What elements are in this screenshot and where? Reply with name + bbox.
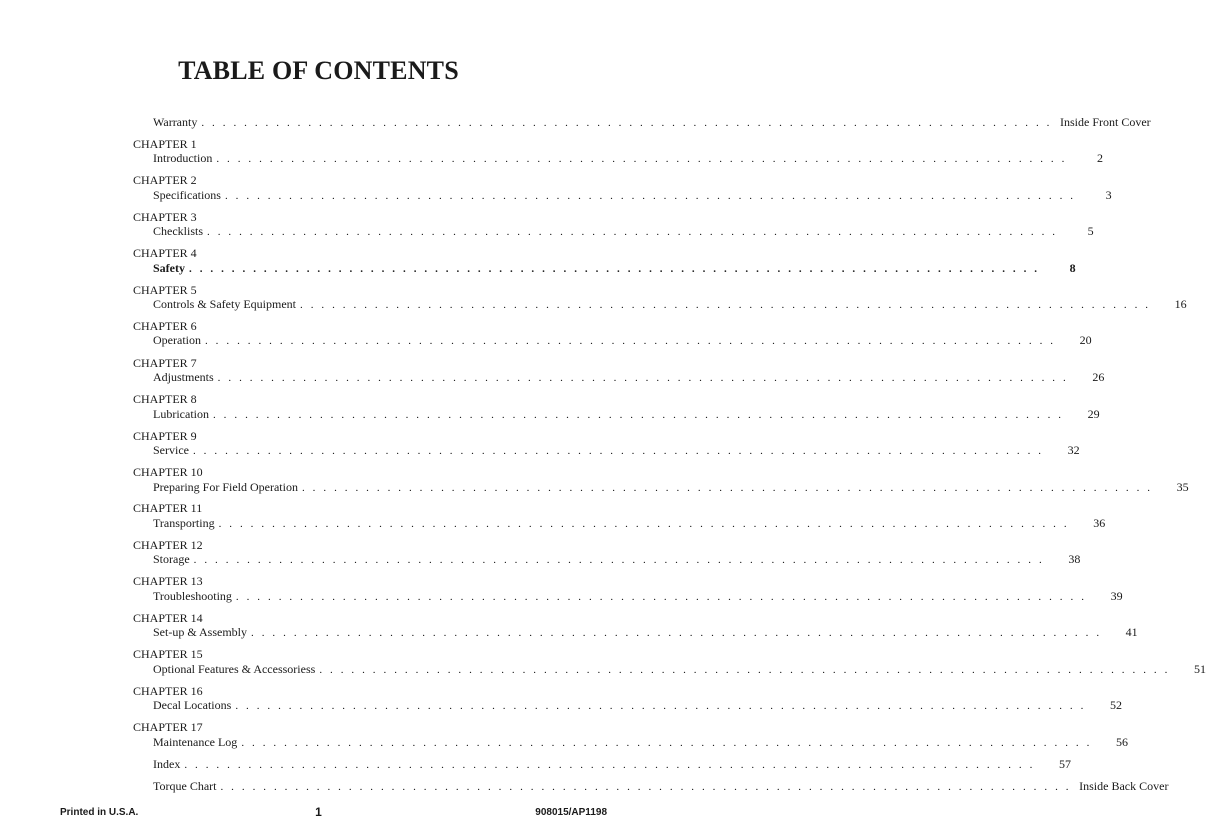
chapter-heading: CHAPTER 12: [133, 538, 203, 552]
toc-entry-label: Lubrication: [153, 407, 209, 421]
toc-entry[interactable]: [153, 333, 1092, 347]
dot-leader: . . . . . . . . . . . . . . . . . . . . . . . . . . . . . . . . . . . . . . . . . . . . . . . . . . . . . . . . . . . . . . . . . . . . . . . . . . . . . . . .: [220, 781, 1072, 793]
chapter-heading: CHAPTER 16: [133, 684, 203, 698]
toc-entry[interactable]: [153, 151, 1103, 165]
page-title: TABLE OF CONTENTS: [178, 56, 459, 85]
toc-entry-label: Storage: [153, 552, 190, 566]
dot-leader: . . . . . . . . . . . . . . . . . . . . . . . . . . . . . . . . . . . . . . . . . . . . . . . . . . . . . . . . . . . . . . . . . . . . . . . . . . . . . . . .: [235, 700, 1086, 712]
toc-entry-page: 5: [1087, 224, 1094, 238]
toc-entry-page: 8: [1069, 261, 1076, 275]
dot-leader: . . . . . . . . . . . . . . . . . . . . . . . . . . . . . . . . . . . . . . . . . . . . . . . . . . . . . . . . . . . . . . . . . . . . . . . . . . . . . . . .: [204, 335, 1056, 347]
toc-entry-page: 51: [1193, 662, 1206, 676]
dot-leader: . . . . . . . . . . . . . . . . . . . . . . . . . . . . . . . . . . . . . . . . . . . . . . . . . . . . . . . . . . . . . . . . . . . . . . . . . . . . . . . .: [184, 759, 1035, 771]
toc-entry-page: Inside Back Cover: [1079, 779, 1169, 793]
toc-entry-page: Inside Front Cover: [1060, 115, 1151, 129]
toc-entry-page: 35: [1176, 480, 1189, 494]
chapter-heading: CHAPTER 1: [133, 137, 197, 151]
toc-entry-page: 36: [1093, 516, 1106, 530]
toc-entry-page: 16: [1174, 297, 1187, 311]
chapter-heading: CHAPTER 11: [133, 501, 203, 515]
chapter-heading: CHAPTER 13: [133, 574, 203, 588]
toc-entry-label: Preparing For Field Operation: [153, 480, 298, 494]
dot-leader: . . . . . . . . . . . . . . . . . . . . . . . . . . . . . . . . . . . . . . . . . . . . . . . . . . . . . . . . . . . . . . . . . . . . . . . . . . . . . . . .: [212, 409, 1064, 421]
toc-entry-warranty[interactable]: [153, 115, 1151, 129]
toc-entry-label: Safety: [153, 261, 185, 275]
toc-entry-page: 29: [1087, 407, 1100, 421]
chapter-heading: CHAPTER 7: [133, 356, 197, 370]
chapter-heading: CHAPTER 10: [133, 465, 203, 479]
toc-entry[interactable]: [153, 552, 1081, 566]
chapter-heading: CHAPTER 14: [133, 611, 203, 625]
chapter-heading: CHAPTER 4: [133, 246, 197, 260]
toc-entry-page: 56: [1115, 735, 1128, 749]
toc-entry-torque-chart[interactable]: [153, 779, 1169, 793]
toc-entry-label: Set-up & Assembly: [153, 625, 248, 639]
toc-entry-label: Troubleshooting: [153, 589, 232, 603]
toc-entry-label: Maintenance Log: [153, 735, 238, 749]
toc-entry[interactable]: [153, 188, 1112, 202]
toc-entry-page: 3: [1105, 188, 1112, 202]
chapter-heading: CHAPTER 6: [133, 319, 197, 333]
toc-entry-label: Specifications: [153, 188, 221, 202]
toc-entry[interactable]: [153, 224, 1094, 238]
dot-leader: . . . . . . . . . . . . . . . . . . . . . . . . . . . . . . . . . . . . . . . . . . . . . . . . . . . . . . . . . . . . . . . . . . . . . . . . . . . . . . . .: [301, 482, 1153, 494]
toc-entry[interactable]: [153, 589, 1123, 603]
toc-entry-label: Index: [153, 757, 181, 771]
toc-entry[interactable]: [153, 516, 1106, 530]
toc-entry-page: 2: [1096, 151, 1103, 165]
toc-entry[interactable]: [153, 370, 1105, 384]
toc-entry-label: Decal Locations: [153, 698, 232, 712]
dot-leader: . . . . . . . . . . . . . . . . . . . . . . . . . . . . . . . . . . . . . . . . . . . . . . . . . . . . . . . . . . . . . . . . . . . . . . . . . . . . . . . .: [192, 445, 1044, 457]
footer-page-number: 1: [315, 805, 322, 819]
toc-entry[interactable]: [153, 261, 1076, 275]
dot-leader: . . . . . . . . . . . . . . . . . . . . . . . . . . . . . . . . . . . . . . . . . . . . . . . . . . . . . . . . . . . . . . . . . . . . . . . . . . . . . . . .: [241, 737, 1092, 749]
toc-entry-label: Adjustments: [153, 370, 214, 384]
toc-entry-label: Warranty: [153, 115, 198, 129]
toc-entry-label: Torque Chart: [153, 779, 217, 793]
toc-entry-label: Service: [153, 443, 189, 457]
toc-entry[interactable]: [153, 297, 1187, 311]
toc-entry-label: Optional Features & Accessoriess: [153, 662, 316, 676]
toc-entry-label: Operation: [153, 333, 201, 347]
toc-entry-page: 41: [1125, 625, 1138, 639]
dot-leader: . . . . . . . . . . . . . . . . . . . . . . . . . . . . . . . . . . . . . . . . . . . . . . . . . . . . . . . . . . . . . . . . . . . . . . . . . . . . . . . .: [189, 263, 1040, 275]
dot-leader: . . . . . . . . . . . . . . . . . . . . . . . . . . . . . . . . . . . . . . . . . . . . . . . . . . . . . . . . . . . . . . . . . . . . . . . . . . . . . . . .: [201, 117, 1052, 129]
toc-entry-page: 32: [1067, 443, 1080, 457]
toc-entry[interactable]: [153, 407, 1100, 421]
toc-entry[interactable]: [153, 625, 1138, 639]
dot-leader: . . . . . . . . . . . . . . . . . . . . . . . . . . . . . . . . . . . . . . . . . . . . . . . . . . . . . . . . . . . . . . . . . . . . . . . . . . . . . . . .: [207, 226, 1058, 238]
toc-entry[interactable]: [153, 480, 1189, 494]
footer-printed: Printed in U.S.A.: [60, 807, 139, 818]
dot-leader: . . . . . . . . . . . . . . . . . . . . . . . . . . . . . . . . . . . . . . . . . . . . . . . . . . . . . . . . . . . . . . . . . . . . . . . . . . . . . . . .: [218, 518, 1070, 530]
toc-entry[interactable]: [153, 662, 1206, 676]
toc-entry-page: 57: [1058, 757, 1071, 771]
toc-entry-page: 26: [1092, 370, 1105, 384]
dot-leader: . . . . . . . . . . . . . . . . . . . . . . . . . . . . . . . . . . . . . . . . . . . . . . . . . . . . . . . . . . . . . . . . . . . . . . . . . . . . . . . .: [224, 190, 1076, 202]
dot-leader: . . . . . . . . . . . . . . . . . . . . . . . . . . . . . . . . . . . . . . . . . . . . . . . . . . . . . . . . . . . . . . . . . . . . . . . . . . . . . . . .: [319, 664, 1170, 676]
dot-leader: . . . . . . . . . . . . . . . . . . . . . . . . . . . . . . . . . . . . . . . . . . . . . . . . . . . . . . . . . . . . . . . . . . . . . . . . . . . . . . . .: [217, 372, 1069, 384]
chapter-heading: CHAPTER 15: [133, 647, 203, 661]
chapter-heading: CHAPTER 5: [133, 283, 197, 297]
footer-part-number: 908015/AP1198: [535, 807, 607, 818]
toc-entry[interactable]: [153, 698, 1122, 712]
toc-entry-label: Controls & Safety Equipment: [153, 297, 296, 311]
toc-entry-label: Transporting: [153, 516, 215, 530]
chapter-heading: CHAPTER 3: [133, 210, 197, 224]
dot-leader: . . . . . . . . . . . . . . . . . . . . . . . . . . . . . . . . . . . . . . . . . . . . . . . . . . . . . . . . . . . . . . . . . . . . . . . . . . . . . . . .: [300, 299, 1151, 311]
toc-entry-label: Checklists: [153, 224, 203, 238]
chapter-heading: CHAPTER 17: [133, 720, 203, 734]
dot-leader: . . . . . . . . . . . . . . . . . . . . . . . . . . . . . . . . . . . . . . . . . . . . . . . . . . . . . . . . . . . . . . . . . . . . . . . . . . . . . . . .: [251, 627, 1102, 639]
toc-entry-index[interactable]: [153, 757, 1071, 771]
chapter-heading: CHAPTER 9: [133, 429, 197, 443]
dot-leader: . . . . . . . . . . . . . . . . . . . . . . . . . . . . . . . . . . . . . . . . . . . . . . . . . . . . . . . . . . . . . . . . . . . . . . . . . . . . . . . .: [235, 591, 1087, 603]
dot-leader: . . . . . . . . . . . . . . . . . . . . . . . . . . . . . . . . . . . . . . . . . . . . . . . . . . . . . . . . . . . . . . . . . . . . . . . . . . . . . . . .: [216, 153, 1067, 165]
toc-entry-page: 20: [1079, 333, 1092, 347]
toc-entry-page: 38: [1068, 552, 1081, 566]
toc-entry-page: 52: [1109, 698, 1122, 712]
toc-entry[interactable]: [153, 443, 1080, 457]
chapter-heading: CHAPTER 8: [133, 392, 197, 406]
toc-entry-label: Introduction: [153, 151, 213, 165]
chapter-heading: CHAPTER 2: [133, 173, 197, 187]
toc-entry[interactable]: [153, 735, 1128, 749]
toc-entry-page: 39: [1110, 589, 1123, 603]
dot-leader: . . . . . . . . . . . . . . . . . . . . . . . . . . . . . . . . . . . . . . . . . . . . . . . . . . . . . . . . . . . . . . . . . . . . . . . . . . . . . . . .: [193, 554, 1045, 566]
